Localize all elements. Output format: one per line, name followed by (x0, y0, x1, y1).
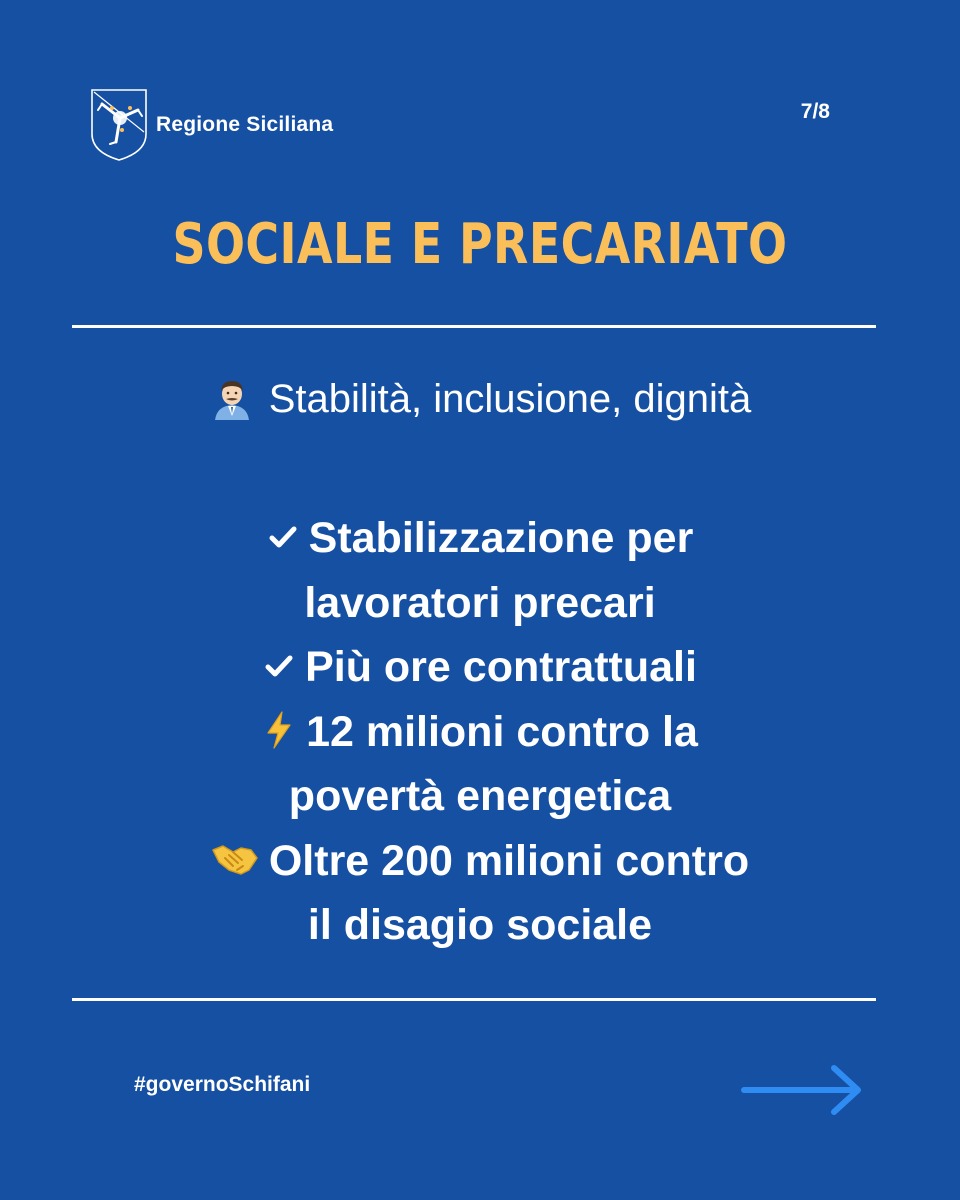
list-item-text: 12 milioni contro la (306, 707, 698, 756)
trinacria-coat-of-arms-icon (88, 86, 150, 162)
list-item (60, 829, 900, 894)
list-item-continuation: il disagio sociale (307, 901, 653, 949)
lightning-icon (262, 710, 296, 750)
subtitle-text: Stabilità, inclusione, dignità (268, 376, 752, 421)
list-item (60, 700, 900, 765)
list-item-text: Oltre 200 milioni contro (268, 836, 750, 885)
page-counter: 7/8 (800, 100, 830, 123)
checkmark-icon (263, 650, 295, 682)
bottom-divider (72, 998, 876, 1001)
list-item-text: Stabilizzazione per (308, 514, 694, 562)
page-title: SOCIALE E PRECARIATO (172, 212, 788, 277)
subtitle (0, 376, 960, 422)
list-item (60, 635, 900, 700)
list-item-continuation: povertà energetica (288, 772, 672, 820)
handshake-icon (211, 840, 259, 878)
man-office-worker-icon (209, 376, 255, 422)
arrow-right-icon[interactable] (740, 1060, 868, 1120)
regione-logo (88, 86, 333, 162)
list-item (60, 506, 900, 571)
list-item-continuation: lavoratori precari (304, 578, 656, 627)
hashtag: #governoSchifani (134, 1073, 311, 1096)
top-divider (72, 325, 876, 328)
list-item-text: Più ore contrattuali (305, 643, 697, 691)
bullet-list (60, 506, 900, 958)
checkmark-icon (267, 521, 299, 553)
brand-name: Regione Siciliana (156, 113, 334, 136)
